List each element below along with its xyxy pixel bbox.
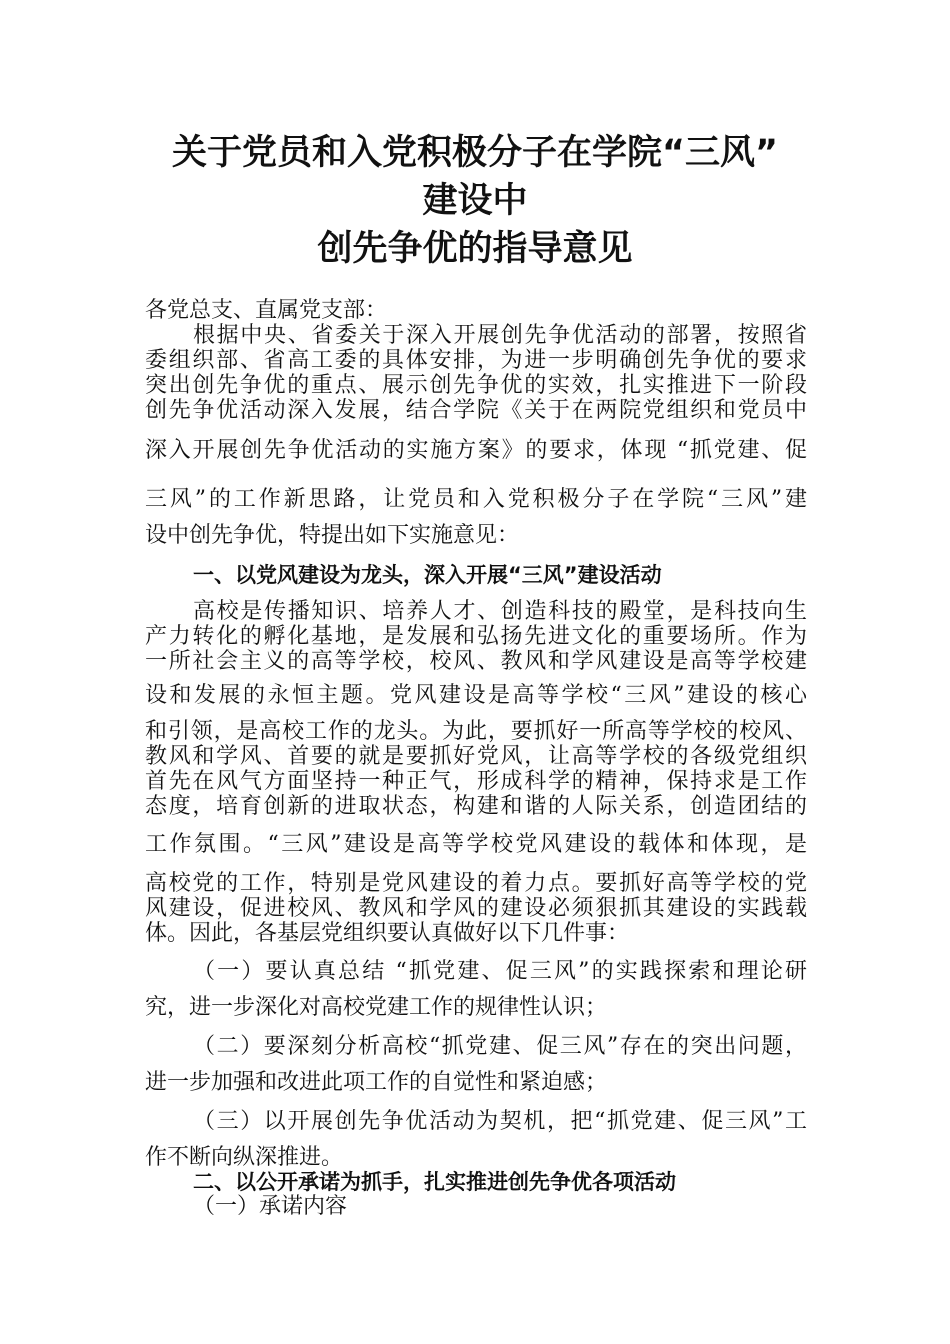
body-line: 和引领，是高校工作的龙头。为此，要抓好一所高等学校的校风、 (145, 719, 807, 744)
list-item-3-cont: 作不断向纵深推进。 (145, 1145, 344, 1170)
body-line: 三风”的工作新思路，让党员和入党积极分子在学院“三风”建 (145, 487, 807, 512)
body-line: 产力转化的孵化基地，是发展和弘扬先进文化的重要场所。作为 (145, 624, 807, 649)
subsection-heading: （一）承诺内容 (193, 1194, 348, 1219)
list-item-3: （三）以开展创先争优活动为契机，把“抓党建、促三风”工 (193, 1109, 807, 1134)
section-heading-2: 二、以公开承诺为抓手，扎实推进创先争优各项活动 (193, 1170, 676, 1194)
body-line: 委组织部、省高工委的具体安排，为进一步明确创先争优的要求 (145, 348, 807, 373)
list-item-2-cont: 进一步加强和改进此项工作的自觉性和紧迫感； (145, 1070, 608, 1095)
document-title-line-2: 建设中 (422, 181, 528, 221)
body-line: 根据中央、省委关于深入开展创先争优活动的部署，按照省 (193, 323, 807, 348)
body-line: 工作氛围。“三风”建设是高等学校党风建设的载体和体现，是 (145, 832, 807, 857)
body-line: 设中创先争优，特提出如下实施意见： (145, 523, 520, 548)
section-heading-1: 一、以党风建设为龙头，深入开展“三风”建设活动 (193, 563, 662, 587)
body-line: 突出创先争优的重点、展示创先争优的实效，扎实推进下一阶段 (145, 373, 807, 398)
body-line: 高校是传播知识、培养人才、创造科技的殿堂，是科技向生 (193, 599, 807, 624)
salutation: 各党总支、直属党支部： (145, 298, 388, 323)
body-line: 首先在风气方面坚持一种正气，形成科学的精神，保持求是工作 (145, 769, 807, 794)
document-title-line-1: 关于党员和入党积极分子在学院“三风” (171, 133, 778, 173)
body-line: 深入开展创先争优活动的实施方案》的要求，体现 “抓党建、促 (145, 438, 807, 463)
document-title-line-3: 创先争优的指导意见 (317, 229, 633, 269)
body-line: 设和发展的永恒主题。党风建设是高等学校“三风”建设的核心 (145, 683, 807, 708)
body-line: 态度，培育创新的进取状态，构建和谐的人际关系，创造团结的 (145, 794, 807, 819)
list-item-2: （二）要深刻分析高校“抓党建、促三风”存在的突出问题， (193, 1034, 807, 1059)
body-line: 创先争优活动深入发展，结合学院《关于在两院党组织和党员中 (145, 398, 807, 423)
body-line: 体。因此，各基层党组织要认真做好以下几件事： (145, 921, 630, 946)
body-line: 高校党的工作，特别是党风建设的着力点。要抓好高等学校的党 (145, 871, 807, 896)
body-line: 教风和学风、首要的就是要抓好党风，让高等学校的各级党组织 (145, 744, 807, 769)
body-line: 一所社会主义的高等学校，校风、教风和学风建设是高等学校建 (145, 649, 807, 674)
list-item-1: （一）要认真总结 “抓党建、促三风”的实践探索和理论研 (193, 959, 807, 984)
body-line: 风建设，促进校风、教风和学风的建设必须狠抓其建设的实践载 (145, 896, 807, 921)
list-item-1-cont: 究，进一步深化对高校党建工作的规律性认识； (145, 995, 608, 1020)
